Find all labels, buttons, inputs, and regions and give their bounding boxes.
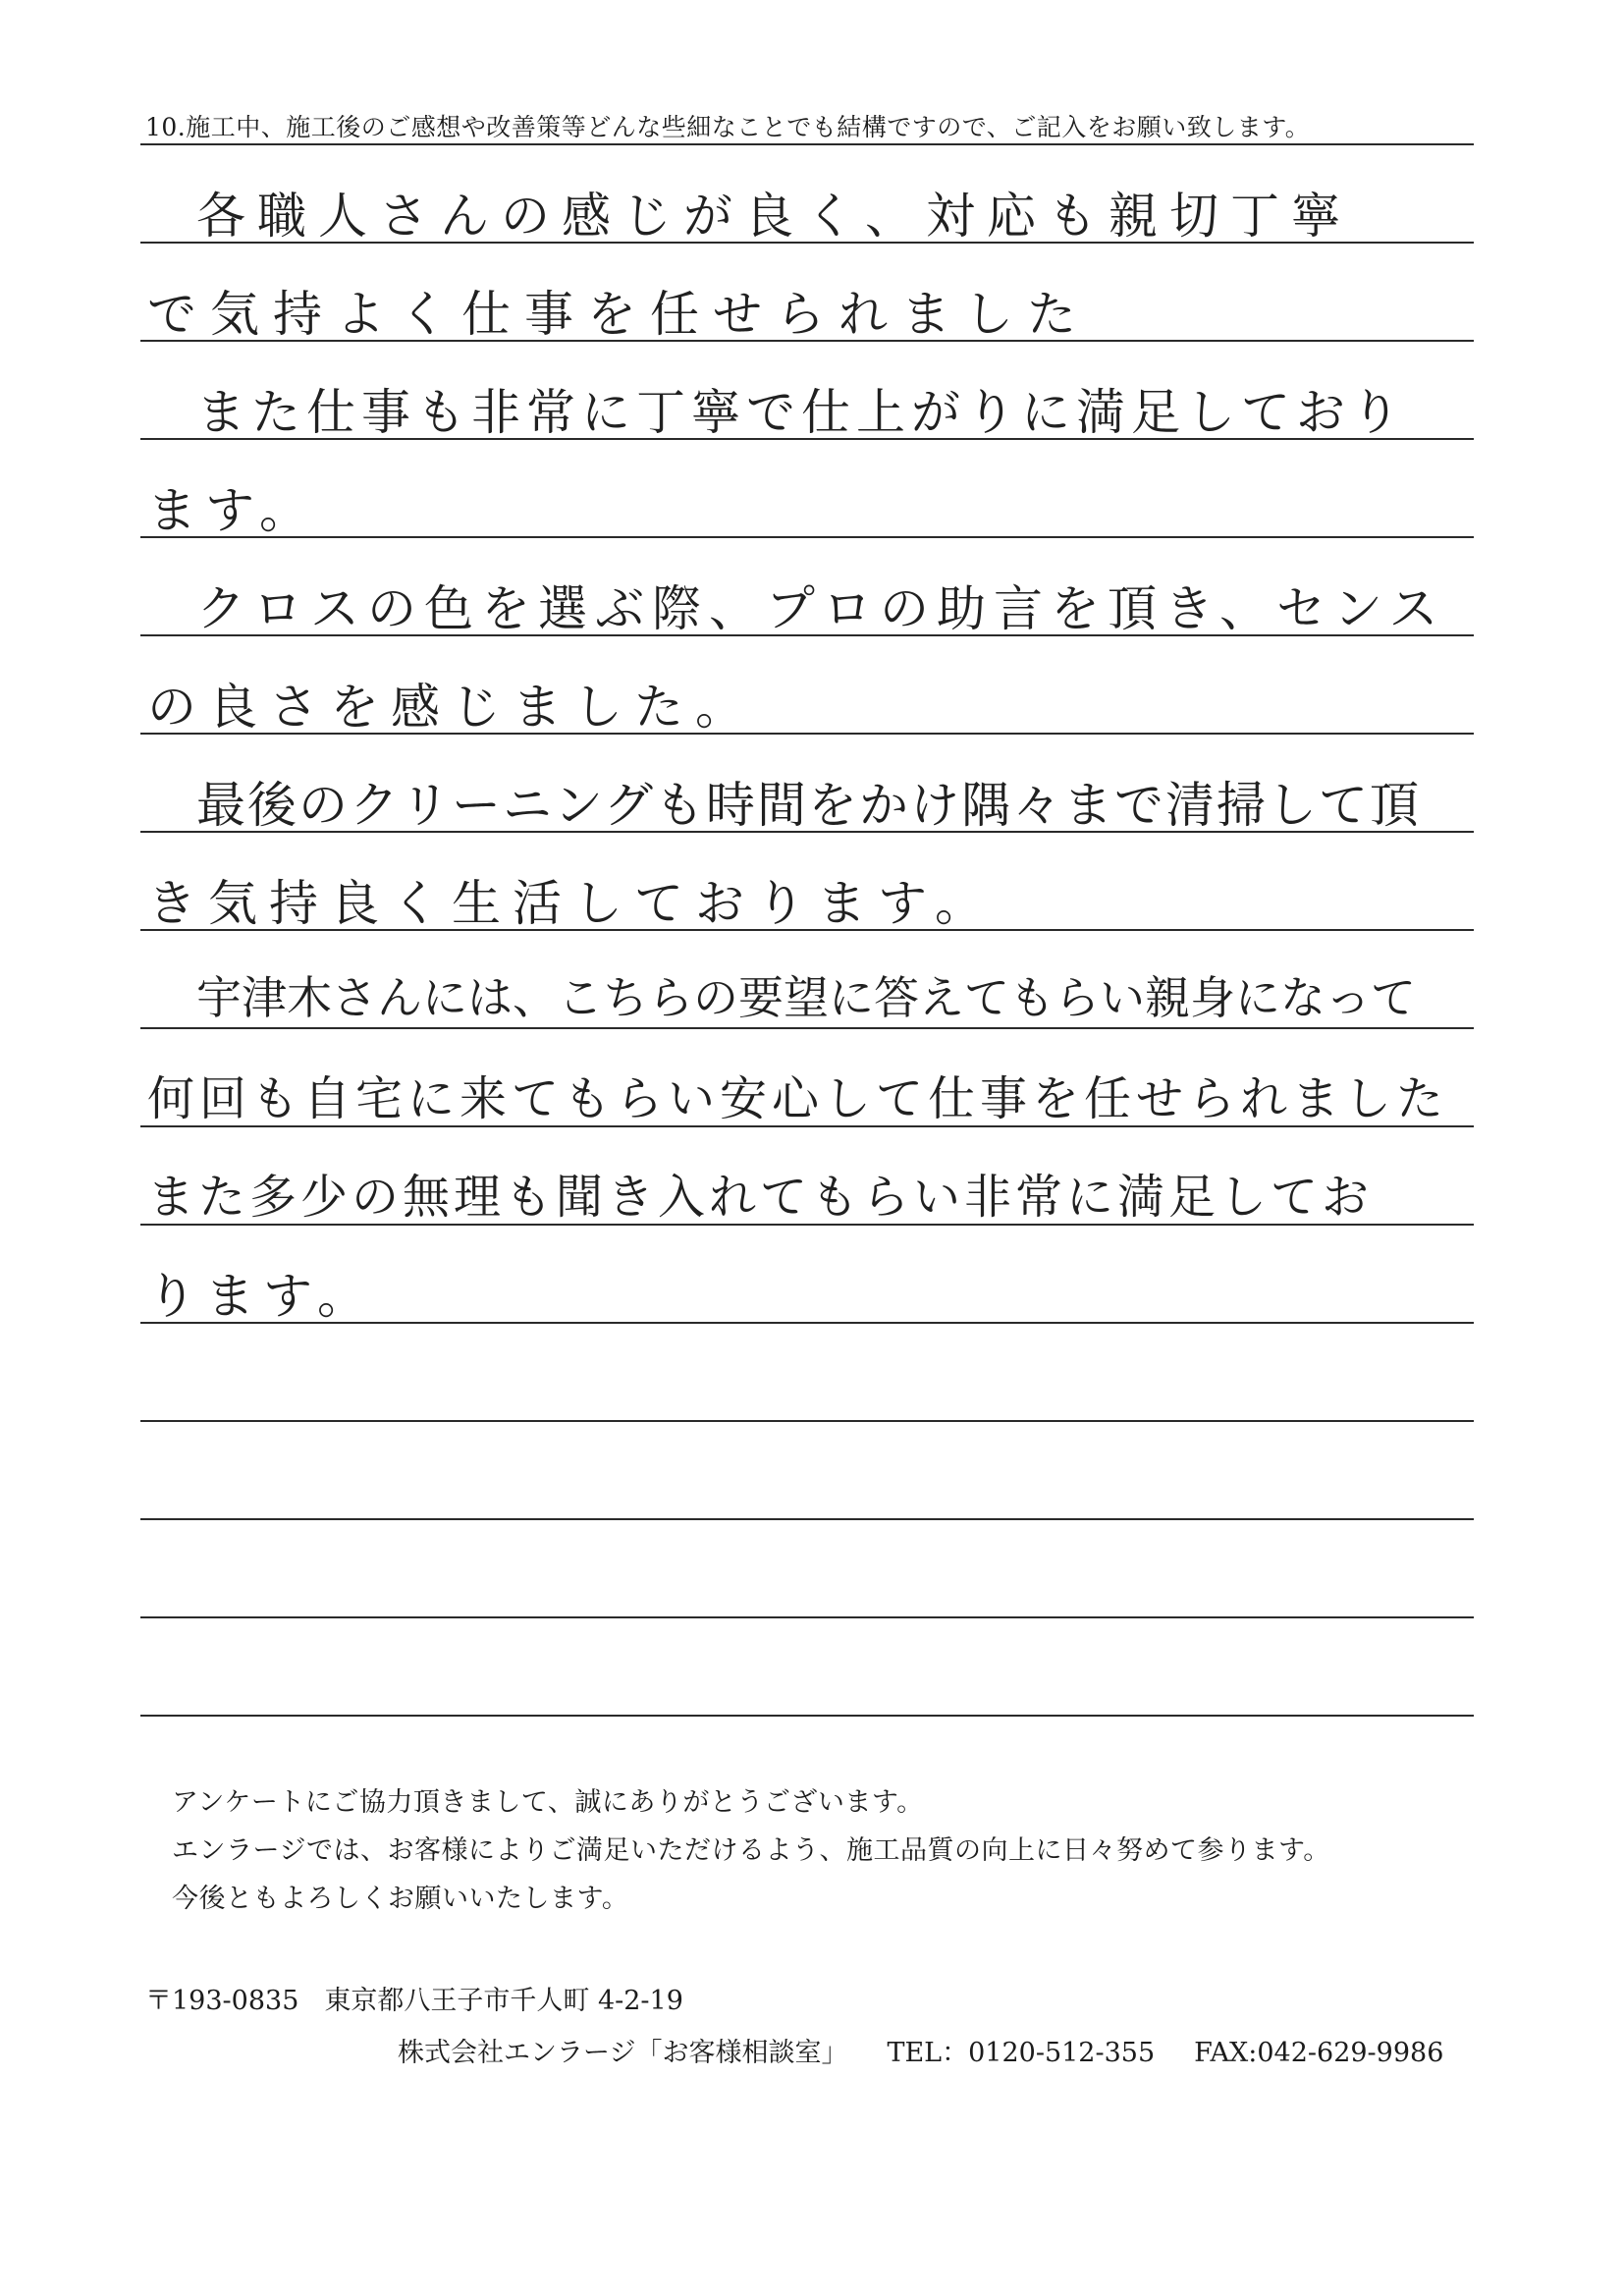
answer-line: ます。	[147, 482, 317, 539]
underline-question	[140, 143, 1474, 145]
answer-line: ります。	[147, 1268, 375, 1325]
answer-line: 宇津木さんには、こちらの要望に答えてもらい親身になって	[196, 971, 1416, 1024]
answer-line: の良さを感じました。	[147, 679, 756, 736]
ruled-line	[140, 1715, 1474, 1717]
address-block	[145, 1979, 709, 2017]
fax-number: FAX:042-629-9986	[1194, 2038, 1444, 2068]
tel-number: TEL：0120-512-355	[887, 2038, 1156, 2068]
street-address: 東京都八王子市千人町 4-2-19	[324, 1986, 683, 2016]
thanks-line-3: 今後ともよろしくお願いいたします。	[172, 1884, 629, 1914]
answer-line: また仕事も非常に丁寧で仕上がりに満足しており	[196, 384, 1406, 441]
ruled-line	[140, 1518, 1474, 1520]
ruled-line	[140, 1027, 1474, 1029]
answer-line: で気持よく仕事を任せられました	[147, 286, 1090, 343]
answer-line: 何回も自宅に来てもらい安心して仕事を任せられました	[147, 1071, 1449, 1126]
ruled-line	[140, 1616, 1474, 1618]
answer-line: 各職人さんの感じが良く、対応も親切丁寧	[196, 188, 1352, 245]
thanks-line-2: エンラージでは、お客様によりご満足いただけるよう、施工品質の向上に日々努めて参ります。	[172, 1835, 1330, 1866]
answer-line: また多少の無理も聞き入れてもらい非常に満足してお	[147, 1170, 1374, 1225]
ruled-line	[140, 1420, 1474, 1422]
answer-line: 最後のクリーニングも時間をかけ隅々まで清掃して頂	[196, 777, 1421, 834]
answer-line: き気持良く生活しております。	[147, 875, 996, 932]
question-heading: 10.施工中、施工後のご感想や改善策等どんな些細なことでも結構ですので、ご記入をお願い致します。	[145, 113, 1311, 141]
thanks-line-1: アンケートにご協力頂きまして、誠にありがとうございます。	[172, 1787, 924, 1818]
contact-block	[398, 2031, 1443, 2069]
company-name: 株式会社エンラージ「お客様相談室」	[398, 2038, 848, 2068]
answer-line: クロスの色を選ぶ際、プロの助言を頂き、センス	[196, 580, 1446, 637]
postal-code: 〒193-0835	[145, 1986, 299, 2016]
ruled-line	[140, 536, 1474, 538]
